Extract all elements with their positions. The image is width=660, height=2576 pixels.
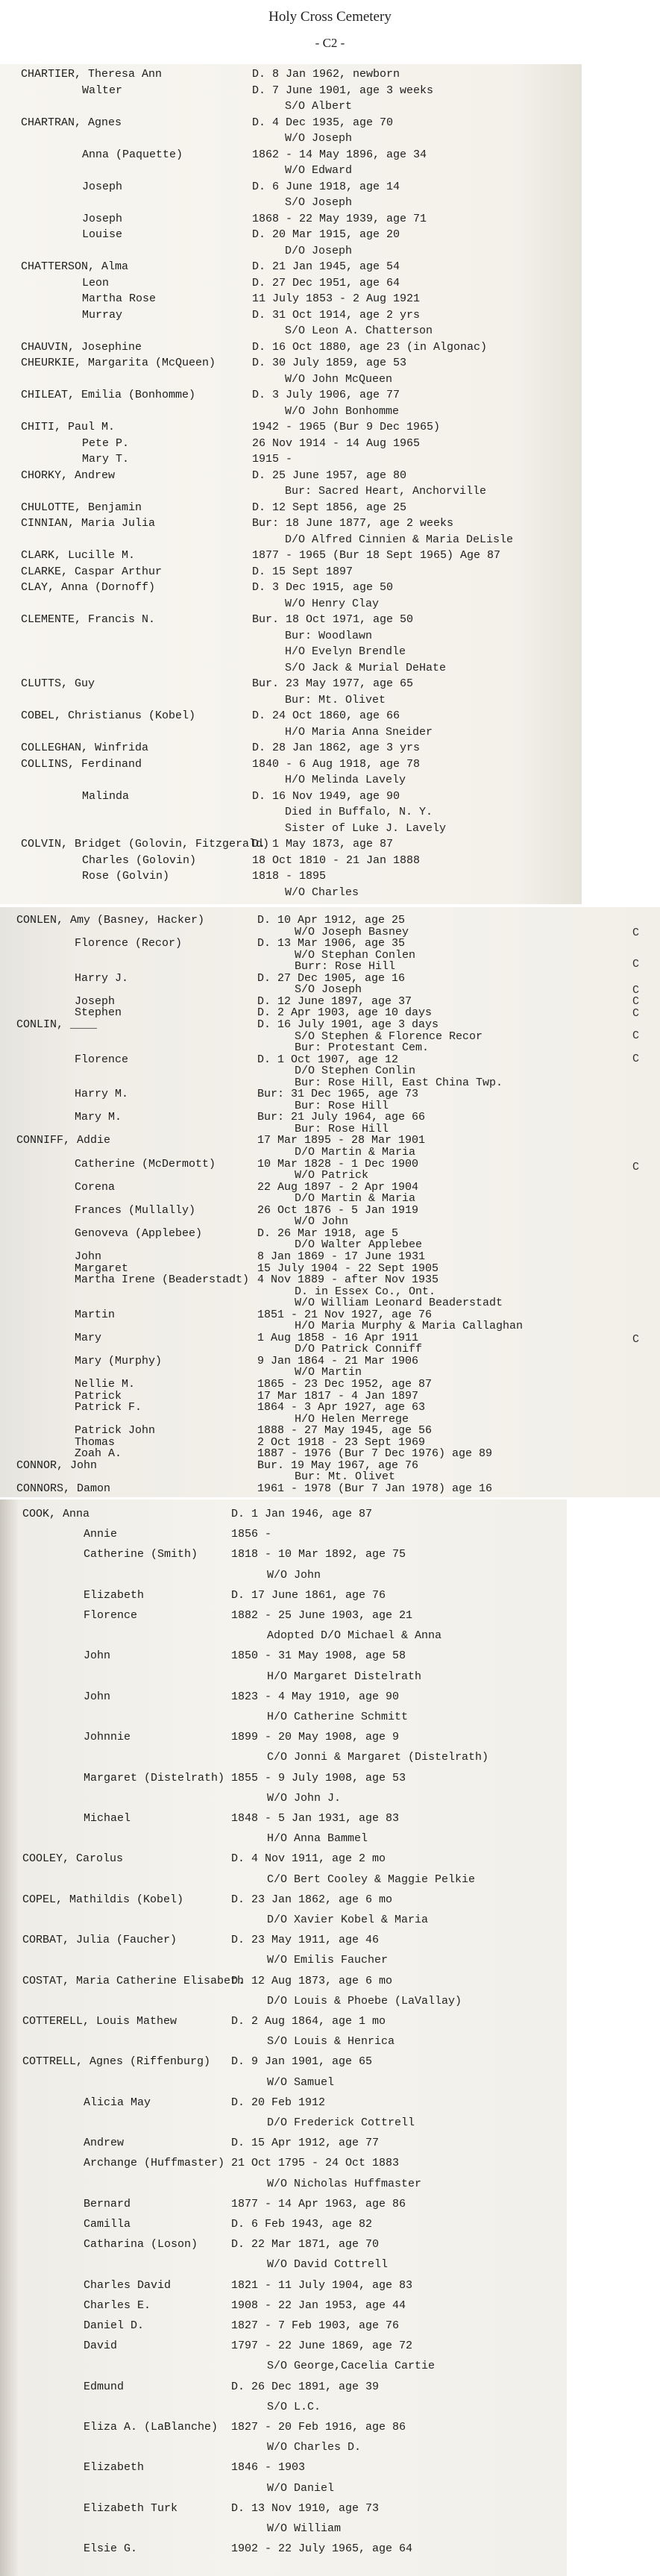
relation-note: W/O Charles [285,886,359,899]
page-gutter-shadow [0,1499,18,2576]
family-member-name: Alicia May [84,2096,151,2109]
burial-date: D. 27 Dec 1951, age 64 [252,276,400,289]
margin-mark: C [632,984,640,997]
surname-entry: CHATTERSON, Alma [21,260,129,273]
burial-date: 1942 - 1965 (Bur 9 Dec 1965) [252,421,441,433]
surname-entry: COLVIN, Bridget (Golovin, Fitzgerald) [21,838,270,850]
burial-date: D. 17 June 1861, age 76 [231,1588,386,1602]
family-member-name: Elsie G. [84,2542,138,2556]
surname-entry: CHITI, Paul M. [21,421,116,433]
surname-entry: CLEMENTE, Francis N. [21,613,156,626]
burial-date: 1818 - 10 Mar 1892, age 75 [231,1548,406,1561]
burial-date: 11 July 1853 - 2 Aug 1921 [252,292,421,305]
scanned-page-1 [0,64,582,904]
surname-entry: CHORKY, Andrew [21,468,116,482]
surname-entry: CHEURKIE, Margarita (McQueen) [21,357,216,369]
relation-note: H/O Maria Murphy & Maria Callaghan [295,1320,524,1333]
burial-date: Bur. 19 May 1967, age 76 [257,1458,419,1472]
burial-date: 1915 - [252,453,293,466]
relation-note: Bur: Protestant Cem. [295,1041,430,1055]
burial-date: 1797 - 22 June 1869, age 72 [231,2340,413,2353]
relation-note: W/O Patrick [295,1169,369,1182]
family-member-name: Patrick F. [75,1401,142,1414]
burial-date: D. 25 June 1957, age 80 [252,468,407,482]
family-member-name: Patrick [75,1389,122,1403]
relation-note: S/O Jack & Murial DeHate [285,661,447,674]
relation-note: W/O John [267,1568,321,1582]
relation-note: W/O John McQueen [285,372,393,386]
family-member-name: Harry J. [75,971,129,985]
burial-date: D. 16 July 1901, age 3 days [257,1018,439,1031]
burial-date: 21 Oct 1795 - 24 Oct 1883 [231,2157,400,2170]
relation-note: W/O David Cottrell [267,2258,389,2272]
burial-date: 22 Aug 1897 - 2 Apr 1904 [257,1180,419,1194]
burial-date: Bur. 18 Oct 1971, age 50 [252,613,414,626]
burial-date: 1851 - 21 Nov 1927, age 76 [257,1308,433,1321]
family-member-name: Mary (Murphy) [75,1354,163,1367]
relation-note: H/O Melinda Lavely [285,774,406,786]
family-member-name: Martha Rose [82,292,157,305]
family-member-name: Charles (Golovin) [82,853,197,867]
burial-date: D. 23 Jan 1862, age 6 mo [231,1893,393,1906]
burial-date: D. 6 Feb 1943, age 82 [231,2218,373,2231]
burial-date: 10 Mar 1828 - 1 Dec 1900 [257,1157,419,1171]
relation-note: W/O Nicholas Huffmaster [267,2177,422,2190]
relation-note: D/O Xavier Kobel & Maria [267,1914,429,1926]
relation-note: Bur: Mt. Olivet [285,693,386,706]
burial-date: D. 31 Oct 1914, age 2 yrs [252,308,421,322]
relation-note: W/O Martin [295,1366,362,1379]
burial-date: D. 30 July 1859, age 53 [252,357,407,369]
relation-note: S/O Joseph [285,196,353,209]
family-member-name: Harry M. [75,1088,129,1101]
margin-mark: C [632,1053,640,1065]
margin-mark: C [632,927,640,939]
relation-note: D/O Alfred Cinnien & Maria DeLisle [285,533,514,546]
family-member-name: Joseph [75,994,116,1008]
relation-note: S/O Joseph [295,983,362,997]
family-member-name: Murray [82,308,123,322]
family-member-name: Archange (Huffmaster) [84,2157,225,2170]
surname-entry: CHARTIER, Theresa Ann [21,68,163,81]
section-code: - C2 - [315,36,345,50]
relation-note: Bur: Rose Hill, East China Twp. [295,1076,503,1089]
family-member-name: Joseph [82,180,123,193]
surname-entry: CORBAT, Julia (Faucher) [22,1934,177,1947]
burial-date: D. 16 Oct 1880, age 23 (in Algonac) [252,340,488,354]
family-member-name: Florence (Recor) [75,937,183,950]
family-member-name: Florence [84,1609,138,1622]
relation-note: S/O Louis & Henrica [267,2035,395,2049]
burial-date: D. 26 Dec 1891, age 39 [231,2380,380,2393]
relation-note: Bur: Sacred Heart, Anchorville [285,485,487,498]
burial-date: D. 9 Jan 1901, age 65 [231,2055,373,2069]
family-member-name: Daniel D. [84,2319,145,2332]
surname-entry: CONNORS, Damon [16,1482,111,1495]
burial-date: 1848 - 5 Jan 1931, age 83 [231,1812,400,1825]
surname-entry: CHILEAT, Emilia (Bonhomme) [21,389,196,401]
surname-entry: CONLIN, ____ [16,1018,98,1031]
surname-entry: CONNIFF, Addie [16,1134,111,1147]
family-member-name: Joseph [82,212,123,225]
relation-note: H/O Margaret Distelrath [267,1670,422,1683]
relation-note: W/O John J. [267,1791,342,1805]
relation-note: W/O Stephan Conlen [295,948,416,962]
family-member-name: John [75,1250,102,1263]
family-member-name: Elizabeth Turk [84,2501,178,2515]
family-member-name: Catharina (Loson) [84,2238,198,2251]
relation-note: Bur: Mt. Olivet [295,1470,396,1484]
burial-date: D. 6 June 1918, age 14 [252,180,400,193]
family-member-name: Walter [82,84,123,97]
relation-note: D/O Stephen Conlin [295,1065,416,1078]
burial-date: D. 3 Dec 1915, age 50 [252,581,394,594]
burial-date: 1877 - 1965 (Bur 18 Sept 1965) Age 87 [252,549,501,562]
family-member-name: Margaret [75,1262,129,1275]
burial-date: 1827 - 20 Feb 1916, age 86 [231,2421,406,2434]
family-member-name: Edmund [84,2380,125,2393]
burial-date: D. 3 July 1906, age 77 [252,389,400,401]
burial-date: Bur. 23 May 1977, age 65 [252,677,414,690]
family-member-name: Corena [75,1180,116,1194]
relation-note: W/O Charles D. [267,2441,362,2454]
surname-entry: CLARKE, Caspar Arthur [21,565,163,578]
family-member-name: Catherine (Smith) [84,1548,198,1561]
burial-date: 1908 - 22 Jan 1953, age 44 [231,2298,406,2312]
relation-note: D/O Martin & Maria [295,1146,416,1159]
relation-note: Sister of Luke J. Lavely [285,821,447,835]
family-member-name: Patrick John [75,1424,156,1438]
burial-date: 1846 - 1903 [231,2461,306,2475]
relation-note: C/O Bert Cooley & Maggie Pelkie [267,1873,476,1886]
surname-entry: COSTAT, Maria Catherine Elisabeth [22,1974,245,1987]
margin-mark: C [632,1333,640,1346]
relation-note: D/O Louis & Phoebe (LaVallay) [267,1994,462,2008]
family-member-name: Mary T. [82,453,130,466]
relation-note: W/O Edward [285,164,353,177]
burial-date: 1818 - 1895 [252,870,327,883]
relation-note: W/O John Bonhomme [285,404,400,418]
burial-date: D. 1 Oct 1907, age 12 [257,1053,399,1066]
relation-note: W/O William [267,2522,342,2535]
relation-note: H/O Anna Bammel [267,1832,368,1846]
relation-note: D/O Walter Applebee [295,1238,423,1252]
relation-note: S/O Stephen & Florence Recor [295,1030,483,1043]
burial-date: D. 27 Dec 1905, age 16 [257,971,406,985]
burial-date: 1862 - 14 May 1896, age 34 [252,148,427,161]
relation-note: Died in Buffalo, N. Y. [285,806,433,818]
relation-note: S/O George,Cacelia Cartie [267,2360,436,2373]
family-member-name: Pete P. [82,436,130,450]
family-member-name: Rose (Golvin) [82,870,170,883]
family-member-name: Eliza A. (LaBlanche) [84,2421,219,2434]
burial-date: 1882 - 25 June 1903, age 21 [231,1609,413,1622]
surname-entry: COLLINS, Ferdinand [21,757,142,771]
burial-date: 1 Aug 1858 - 16 Apr 1911 [257,1331,419,1344]
surname-entry: COOK, Anna [22,1508,90,1520]
relation-note: C/O Jonni & Margaret (Distelrath) [267,1751,489,1764]
burial-date: 1899 - 20 May 1908, age 9 [231,1731,400,1744]
burial-date: 9 Jan 1864 - 21 Mar 1906 [257,1354,419,1367]
family-member-name: Catherine (McDermott) [75,1157,216,1171]
burial-date: 17 Mar 1895 - 28 Mar 1901 [257,1134,426,1147]
family-member-name: Stephen [75,1006,122,1020]
relation-note: D/O Patrick Conniff [295,1343,423,1356]
family-member-name: Charles E. [84,2298,151,2312]
family-member-name: Martha Irene (Beaderstadt) [75,1273,250,1287]
family-member-name: Mary [75,1331,102,1344]
relation-note: Bur: Woodlawn [285,629,373,642]
burial-date: 1855 - 9 July 1908, age 53 [231,1771,406,1784]
family-member-name: John [84,1649,111,1663]
family-member-name: Leon [82,276,110,289]
surname-entry: COTTERELL, Louis Mathew [22,2015,177,2028]
family-member-name: Charles David [84,2278,172,2292]
relation-note: D/O Frederick Cottrell [267,2116,415,2129]
relation-note: H/O Helen Merrege [295,1412,409,1426]
burial-date: Bur: 31 Dec 1965, age 73 [257,1088,419,1101]
relation-note: D. in Essex Co., Ont. [295,1285,436,1298]
margin-mark: C [632,1007,640,1020]
burial-date: 1887 - 1976 (Bur 7 Dec 1976) age 89 [257,1447,493,1461]
surname-entry: CHULOTTE, Benjamin [21,501,142,514]
family-member-name: Frances (Mullally) [75,1203,196,1217]
relation-note: D/O Joseph [285,244,353,257]
family-member-name: Camilla [84,2218,131,2231]
burial-date: D. 16 Nov 1949, age 90 [252,789,400,803]
burial-date: D. 20 Feb 1912 [231,2096,326,2109]
burial-date: D. 1 Jan 1946, age 87 [231,1508,373,1520]
burial-date: D. 15 Sept 1897 [252,565,353,578]
burial-date: 1827 - 7 Feb 1903, age 76 [231,2319,400,2332]
burial-date: 1821 - 11 July 1904, age 83 [231,2278,413,2292]
burial-date: 1865 - 23 Dec 1952, age 87 [257,1378,433,1391]
relation-note: H/O Maria Anna Sneider [285,725,433,739]
surname-entry: CLARK, Lucille M. [21,549,136,562]
relation-note: D/O Martin & Maria [295,1192,416,1206]
relation-note: S/O Leon A. Chatterson [285,325,433,337]
family-member-name: Thomas [75,1435,116,1449]
family-member-name: Bernard [84,2197,131,2210]
family-member-name: Malinda [82,789,130,803]
burial-date: D. 12 Sept 1856, age 25 [252,501,407,514]
family-member-name: Margaret (Distelrath) [84,1771,225,1784]
family-member-name: Elizabeth [84,1588,145,1602]
family-member-name: Johnnie [84,1731,131,1744]
family-member-name: Annie [84,1528,118,1541]
surname-entry: COLLEGHAN, Winfrida [21,742,149,754]
surname-entry: COBEL, Christianus (Kobel) [21,709,196,722]
burial-date: 26 Nov 1914 - 14 Aug 1965 [252,436,421,450]
scanned-page-3 [0,1499,567,2576]
burial-date: D. 4 Dec 1935, age 70 [252,116,394,129]
cemetery-title: Holy Cross Cemetery [268,9,392,25]
family-member-name: Zoah A. [75,1447,122,1461]
burial-date: Bur: 18 June 1877, age 2 weeks [252,517,454,530]
burial-date: 15 July 1904 - 22 Sept 1905 [257,1262,439,1275]
margin-mark: C [632,1030,640,1042]
relation-note: W/O Joseph [285,132,353,145]
relation-note: H/O Catherine Schmitt [267,1711,409,1723]
relation-note: S/O Albert [285,100,353,113]
burial-date: D. 2 Apr 1903, age 10 days [257,1006,433,1020]
surname-entry: CLAY, Anna (Dornoff) [21,581,156,594]
burial-date: 8 Jan 1869 - 17 June 1931 [257,1250,426,1263]
burial-date: 4 Nov 1889 - after Nov 1935 [257,1273,439,1287]
surname-entry: CONLEN, Amy (Basney, Hacker) [16,914,205,927]
relation-note: W/O Samuel [267,2075,335,2089]
margin-mark: C [632,995,640,1008]
margin-mark: C [632,1161,640,1173]
relation-note: H/O Evelyn Brendle [285,645,406,658]
burial-date: D. 28 Jan 1862, age 3 yrs [252,742,421,754]
burial-date: D. 12 Aug 1873, age 6 mo [231,1974,393,1987]
surname-entry: COOLEY, Carolus [22,1852,124,1866]
family-member-name: David [84,2340,118,2353]
burial-date: 1864 - 3 Apr 1927, age 63 [257,1401,426,1414]
burial-date: 1840 - 6 Aug 1918, age 78 [252,757,421,771]
relation-note: W/O Joseph Basney [295,925,409,938]
family-member-name: Louise [82,228,123,241]
burial-date: D. 10 Apr 1912, age 25 [257,914,406,927]
burial-date: 1823 - 4 May 1910, age 90 [231,1690,400,1703]
burial-date: 1902 - 22 July 1965, age 64 [231,2542,413,2556]
family-member-name: Genoveva (Applebee) [75,1226,203,1240]
family-member-name: Nellie M. [75,1378,136,1391]
family-member-name: Elizabeth [84,2461,145,2475]
page-header [0,0,660,55]
burial-date: D. 7 June 1901, age 3 weeks [252,84,434,97]
burial-date: 1961 - 1978 (Bur 7 Jan 1978) age 16 [257,1482,493,1495]
surname-entry: CLUTTS, Guy [21,677,95,690]
relation-note: S/O L.C. [267,2400,321,2413]
burial-date: D. 20 Mar 1915, age 20 [252,228,400,241]
family-member-name: Martin [75,1308,116,1321]
family-member-name: Andrew [84,2137,125,2150]
burial-date: D. 8 Jan 1962, newborn [252,68,400,81]
relation-note: W/O John [295,1215,349,1229]
burial-date: D. 22 Mar 1871, age 70 [231,2238,380,2251]
family-member-name: Anna (Paquette) [82,148,183,161]
burial-date: Bur: 21 July 1964, age 66 [257,1111,426,1124]
burial-date: 1877 - 14 Apr 1963, age 86 [231,2197,406,2210]
scanned-page-2 [0,907,660,1497]
burial-date: D. 13 Mar 1906, age 35 [257,937,406,950]
burial-date: 2 Oct 1918 - 23 Sept 1969 [257,1435,426,1449]
family-member-name: Mary M. [75,1111,122,1124]
burial-date: D. 21 Jan 1945, age 54 [252,260,400,273]
burial-date: 26 Oct 1876 - 5 Jan 1919 [257,1203,419,1217]
relation-note: W/O Henry Clay [285,597,380,610]
burial-date: D. 15 Apr 1912, age 77 [231,2137,380,2150]
surname-entry: CHAUVIN, Josephine [21,340,142,354]
burial-date: D. 13 Nov 1910, age 73 [231,2501,380,2515]
burial-date: 1868 - 22 May 1939, age 71 [252,212,427,225]
relation-note: Adopted D/O Michael & Anna [267,1629,442,1643]
burial-date: 1856 - [231,1528,272,1541]
burial-date: 1888 - 27 May 1945, age 56 [257,1424,433,1438]
burial-date: 18 Oct 1810 - 21 Jan 1888 [252,853,421,867]
surname-entry: CHARTRAN, Agnes [21,116,122,129]
surname-entry: CONNOR, John [16,1458,98,1472]
surname-entry: CINNIAN, Maria Julia [21,517,156,530]
relation-note: Bur: Rose Hill [295,1099,389,1112]
burial-date: D. 24 Oct 1860, age 66 [252,709,400,722]
relation-note: W/O Daniel [267,2481,335,2495]
burial-date: D. 23 May 1911, age 46 [231,1934,380,1947]
burial-date: D. 12 June 1897, age 37 [257,994,412,1008]
burial-date: D. 2 Aug 1864, age 1 mo [231,2015,386,2028]
family-member-name: Florence [75,1053,129,1066]
relation-note: W/O William Leonard Beaderstadt [295,1297,503,1310]
family-member-name: John [84,1690,111,1703]
burial-date: D. 1 May 1873, age 87 [252,838,394,850]
burial-date: 1850 - 31 May 1908, age 58 [231,1649,406,1663]
surname-entry: COTTRELL, Agnes (Riffenburg) [22,2055,211,2069]
relation-note: W/O Emilis Faucher [267,1954,389,1967]
relation-note: Burr: Rose Hill [295,960,396,974]
burial-date: 17 Mar 1817 - 4 Jan 1897 [257,1389,419,1403]
surname-entry: COPEL, Mathildis (Kobel) [22,1893,184,1906]
margin-mark: C [632,958,640,971]
family-member-name: Michael [84,1812,131,1825]
burial-date: D. 26 Mar 1918, age 5 [257,1226,399,1240]
burial-date: D. 4 Nov 1911, age 2 mo [231,1852,386,1866]
relation-note: Bur: Rose Hill [295,1122,389,1135]
